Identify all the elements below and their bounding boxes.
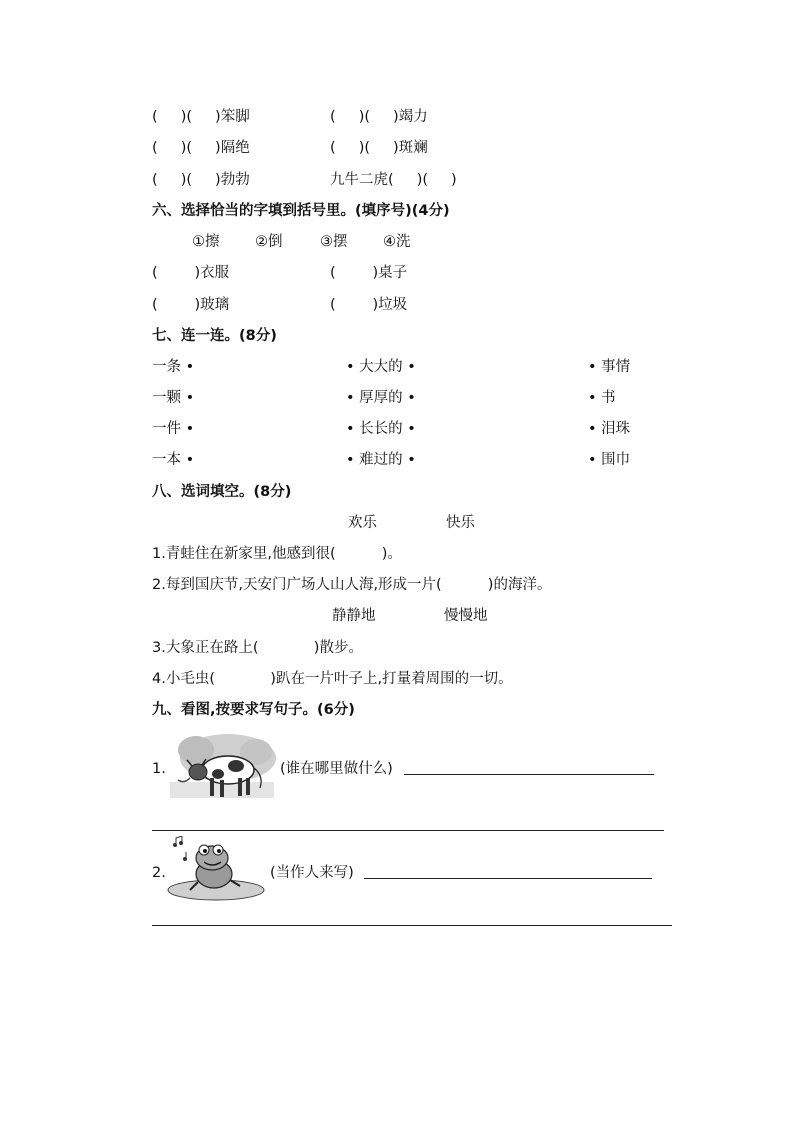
section7-title: 七、连一连。(8分): [152, 328, 277, 344]
match-mid-2: • 厚厚的 •: [346, 390, 416, 406]
idiom-row2-right: ( )( )斑斓: [330, 140, 428, 156]
word-choice-2a: 静静地: [332, 608, 376, 624]
s8-question-2: 2.每到国庆节,天安门广场人山人海,形成一片( )的海洋。: [152, 577, 552, 593]
answer-line-2a[interactable]: [364, 878, 652, 879]
match-left-2: 一颗 •: [152, 390, 195, 406]
idiom-row3-right: 九牛二虎( )( ): [330, 172, 457, 188]
idiom-row1-right: ( )( )竭力: [330, 109, 428, 125]
idiom-row2-left: ( )( )隔绝: [152, 140, 250, 156]
answer-line-1b[interactable]: [152, 830, 664, 831]
s9-prompt-1: (谁在哪里做什么): [280, 761, 393, 777]
s9-number-2: 2.: [152, 865, 166, 881]
s8-question-4: 4.小毛虫( )趴在一片叶子上,打量着周围的一切。: [152, 671, 513, 687]
section6-title: 六、选择恰当的字填到括号里。(填序号)(4分): [152, 203, 450, 219]
idiom-row1-left: ( )( )笨脚: [152, 109, 250, 125]
option-3: ③摆: [320, 234, 348, 250]
match-right-4: • 围巾: [588, 452, 631, 468]
match-right-3: • 泪珠: [588, 421, 631, 437]
section8-title: 八、选词填空。(8分): [152, 484, 292, 500]
answer-line-1a[interactable]: [404, 774, 654, 775]
word-choice-2b: 慢慢地: [444, 608, 488, 624]
s9-prompt-2: (当作人来写): [270, 865, 354, 881]
s6-question-3: ( )玻璃: [152, 297, 230, 313]
option-2: ②倒: [255, 234, 283, 250]
match-left-3: 一件 •: [152, 421, 195, 437]
s6-question-1: ( )衣服: [152, 265, 230, 281]
word-choice-1b: 快乐: [446, 515, 475, 531]
s8-question-1: 1.青蛙住在新家里,他感到很( )。: [152, 546, 402, 562]
match-right-2: • 书: [588, 390, 616, 406]
match-right-1: • 事情: [588, 359, 631, 375]
match-mid-4: • 难过的 •: [346, 452, 416, 468]
section9-title: 九、看图,按要求写句子。(6分): [152, 702, 355, 718]
option-1: ①擦: [192, 234, 220, 250]
s8-question-3: 3.大象正在路上( )散步。: [152, 640, 363, 656]
s9-number-1: 1.: [152, 761, 166, 777]
answer-line-2b[interactable]: [152, 925, 672, 926]
s6-question-2: ( )桌子: [330, 265, 408, 281]
option-4: ④洗: [383, 234, 411, 250]
cow-illustration: [166, 728, 278, 804]
idiom-row3-left: ( )( )勃勃: [152, 172, 250, 188]
match-mid-1: • 大大的 •: [346, 359, 416, 375]
s6-question-4: ( )垃圾: [330, 297, 408, 313]
match-mid-3: • 长长的 •: [346, 421, 416, 437]
frog-illustration: [164, 836, 268, 904]
match-left-1: 一条 •: [152, 359, 195, 375]
match-left-4: 一本 •: [152, 452, 195, 468]
word-choice-1a: 欢乐: [348, 515, 377, 531]
